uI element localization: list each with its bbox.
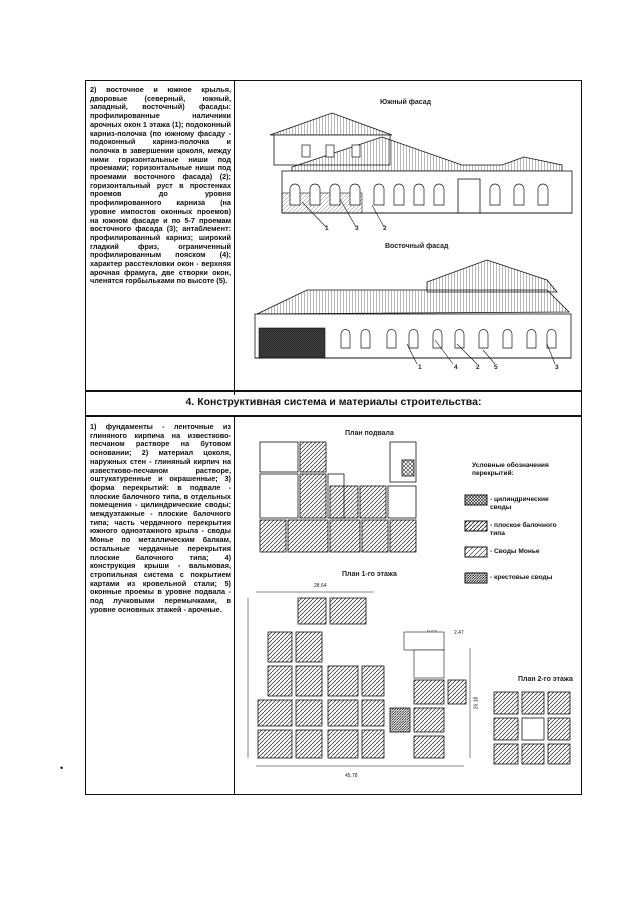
- legend-flat-beam-label: - плоское балочного типа: [490, 522, 557, 537]
- legend-cylindrical-swatch: [464, 494, 488, 506]
- legend-title: Условные обозначения перекрытий:: [472, 462, 549, 477]
- south-callout-2: 2: [383, 225, 387, 232]
- column-divider-bottom: [234, 415, 235, 795]
- floor1-plan-label: План 1-го этажа: [342, 571, 397, 578]
- east-callout-2: 2: [476, 364, 480, 371]
- south-callout-3: 3: [355, 225, 359, 232]
- legend-monier-label: - Своды Монье: [490, 548, 540, 555]
- section-title: 4. Конструктивная система и материалы строительства:: [185, 396, 482, 408]
- dimension-top: 28.64: [314, 583, 327, 589]
- south-facade-drawing: [262, 107, 578, 237]
- legend-cylindrical-label: - цилиндрические своды: [490, 496, 549, 511]
- east-callout-3: 3: [555, 364, 559, 371]
- east-callout-1: 1: [418, 364, 422, 371]
- floor2-plan-label: План 2-го этажа: [518, 676, 573, 683]
- south-callout-1: 1: [325, 225, 329, 232]
- basement-plan-label: План подвала: [345, 430, 394, 437]
- basement-plan-drawing: [258, 440, 418, 558]
- legend-monier-swatch: [464, 546, 488, 558]
- dimension-bottom: 45.78: [345, 773, 358, 779]
- east-callout-5: 5: [494, 364, 498, 371]
- legend-cross-vault-label: - крестовые своды: [490, 574, 553, 581]
- east-facade-drawing: [247, 252, 577, 370]
- construction-description-text: 1) фундаменты - ленточные из глиняного кирпича на известково-песчаном растворе на бутовом основании; 2) материал цоколя, наружных стен - глиняный кирпич на известково-песчаном растворе, оштукатуренные и окрашенные; 3) форма перекрытий: в подвале - плоские балочного типа, в отдельных помещения - цилиндрические своды; междуэтажные - плоские балочного типа; часть чердачного перекрытия южного одноэтажного крыла - своды Монье по металлическим балкам, остальные чердачные перекрытия плоские балочного типа; 4) конструкция крыши - вальмовая, стропильная система с покрытием картами из кровельной стали; 5) оконные проемы в уровне подвала - под лучковыми перемычками, в уровне основных этажей - арочные.: [90, 422, 231, 614]
- floor2-plan-drawing: [490, 688, 574, 768]
- east-callout-4: 4: [454, 364, 458, 371]
- south-facade-label: Южный фасад: [380, 99, 432, 106]
- east-facade-label: Восточный фасад: [385, 243, 449, 250]
- column-divider-top: [234, 80, 235, 395]
- facade-description-text: 2) восточное и южное крылья, дворовые (северный, южный, западный, восточный) фасады: профилированные наличники арочных окон 1 этажа (1); подоконный карниз-полочка (по южному фасаду - подоконный карниз-полочка и полочка в завершении цоколя, между ними горизонтальные ниши под проемами; горизонтальные ниши под проемами восточного фасада) (2); горизонтальный руст в простенках проемов до уровня профилированного карниза (на уровне импостов оконных проемов) на южном фасаде и по 5-7 проемам восточного фасада (3); антаблемент: профилированный карниз; широкий гладкий фриз, ограниченный профилированным пояском (4); характер расстекловки окон - верхняя арочная фрамуга, две створки окон, членятся горбыльками по высоте (5).: [90, 85, 231, 286]
- dimension-mid-2: 2.47: [454, 630, 464, 636]
- stray-mark: •: [60, 763, 64, 773]
- legend-flat-beam-swatch: [464, 520, 488, 532]
- dimension-side: 26.18: [473, 696, 480, 710]
- row-divider-2: [85, 415, 582, 417]
- legend-cross-vault-swatch: [464, 572, 488, 584]
- floor1-plan-drawing: [244, 588, 476, 772]
- row-divider-1: [85, 390, 582, 392]
